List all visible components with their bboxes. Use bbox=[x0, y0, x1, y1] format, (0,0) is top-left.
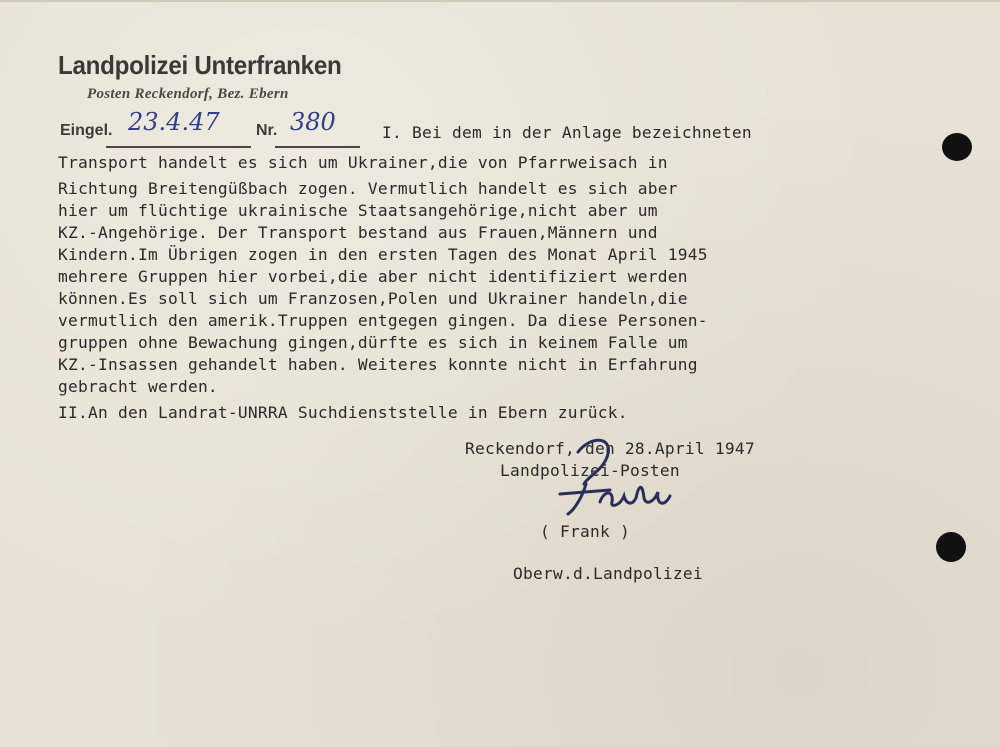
signer-name: ( Frank ) bbox=[540, 522, 630, 541]
body-line: hier um flüchtige ukrainische Staatsangehörige,nicht aber um bbox=[58, 201, 658, 220]
number-label: Nr. bbox=[256, 122, 278, 139]
place-date: Reckendorf, den 28.April 1947 bbox=[465, 439, 755, 458]
punch-hole bbox=[936, 532, 966, 562]
stamp-subtitle: Posten Reckendorf, Bez. Ebern bbox=[87, 86, 289, 102]
body-line: Kindern.Im Übrigen zogen in den ersten Tagen des Monat April 1945 bbox=[58, 245, 708, 264]
punch-hole bbox=[942, 133, 972, 161]
number-underline bbox=[275, 146, 360, 148]
body-line: KZ.-Angehörige. Der Transport bestand aus Frauen,Männern und bbox=[58, 223, 658, 242]
closing-line: II.An den Landrat-UNRRA Suchdienststelle in Ebern zurück. bbox=[58, 403, 628, 422]
signature bbox=[540, 432, 700, 522]
body-line: gruppen ohne Bewachung gingen,dürfte es sich in keinem Falle um bbox=[58, 333, 688, 352]
received-date: 23.4.47 bbox=[128, 108, 220, 136]
body-line: Transport handelt es sich um Ukrainer,die von Pfarrweisach in bbox=[58, 153, 668, 172]
body-line: Richtung Breitengüßbach zogen. Vermutlich handelt es sich aber bbox=[58, 179, 678, 198]
office-name: Landpolizei-Posten bbox=[500, 461, 680, 480]
body-line: KZ.-Insassen gehandelt haben. Weiteres konnte nicht in Erfahrung bbox=[58, 355, 698, 374]
body-line: gebracht werden. bbox=[58, 377, 218, 396]
body-line: mehrere Gruppen hier vorbei,die aber nicht identifiziert werden bbox=[58, 267, 688, 286]
received-number: 380 bbox=[290, 108, 336, 136]
date-underline bbox=[106, 146, 251, 148]
body-line: können.Es soll sich um Franzosen,Polen und Ukrainer handeln,die bbox=[58, 289, 688, 308]
signer-title: Oberw.d.Landpolizei bbox=[513, 564, 703, 583]
received-label: Eingel. bbox=[60, 122, 113, 139]
body-line: I. Bei dem in der Anlage bezeichneten bbox=[382, 123, 752, 142]
body-line: vermutlich den amerik.Truppen entgegen gingen. Da diese Personen- bbox=[58, 311, 708, 330]
stamp-title: Landpolizei Unterfranken bbox=[58, 50, 342, 80]
